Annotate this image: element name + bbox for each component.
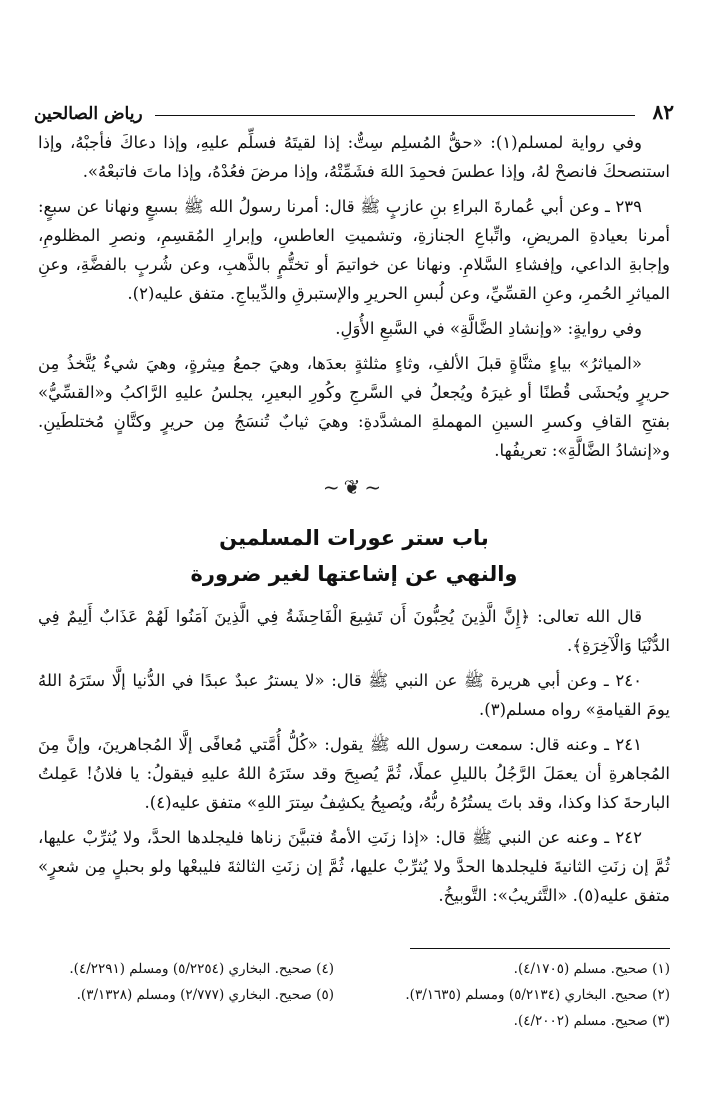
hadith-241: ٢٤١ ـ وعنه قال: سمعت رسول الله ﷺ يقول: «كُلُّ أُمَّتي مُعافًى إلَّا المُجاهرينَ، وإنَّ مِنَ المُجاهرةِ أن يعمَلَ الرَّجُلُ بالليلِ عملًا، ثُمَّ يُصبِحَ وقد ستَرَهُ اللهُ عليهِ فيقولُ: يا فلانُ! عَمِلتُ البارحةَ كذا وكذا، وقد باتَ يستُرُهُ ربُّهُ، ويُصبِحُ يكشِفُ سِترَ اللهِ» متفق عليه(٤).: [38, 735, 670, 812]
hadith-240: ٢٤٠ ـ وعن أبي هريرة ﷺ عن النبي ﷺ قال: «لا يسترُ عبدٌ عبدًا في الدُّنيا إلَّا ستَرَهُ اللهُ يومَ القيامةِ» رواه مسلم(٣).: [38, 671, 670, 719]
footnotes: [38, 958, 670, 1032]
quran-verse-paragraph: قال الله تعالى: ﴿إِنَّ الَّذِينَ يُحِبُّونَ أَن تَشِيعَ الْفَاحِشَةُ فِي الَّذِينَ آمَنُوا لَهُمْ عَذَابٌ أَلِيمٌ فِي الدُّنْيَا وَالْآخِرَةِ﴾.: [38, 607, 670, 655]
chapter-heading: [38, 520, 670, 592]
footnote: (١) صحيح. مسلم (٤/١٧٠٥).: [513, 961, 670, 977]
header-rule: [155, 115, 635, 116]
paragraph: وفي روايةٍ: «وإنشادِ الضَّالَّةِ» في السَّبعِ الأُوَلِ.: [335, 319, 642, 338]
section-ornament: ~❦~: [322, 475, 386, 499]
hadith-239: ٢٣٩ ـ وعن أبي عُمارةَ البراءِ بنِ عازبٍ ﷺ قال: أمرنا رسولُ الله ﷺ بسبعٍ ونهانا عن سبعٍ: أمرنا بعيادةِ المريضِ، واتِّباعِ الجنازةِ، وتشميتِ العاطسِ، وإبرارِ المُقسِمِ، ونصرِ المظلومِ، وإجابةِ الداعي، وإفشاءِ السَّلامِ. ونهانا عن خواتيمَ أو تختُّمٍ بالذَّهبِ، وعن شُربٍ بالفضَّةِ، وعنِ المياثرِ الحُمرِ، وعنِ القسِّيِّ، وعن لُبسِ الحريرِ والإستبرقِ والدِّيباجِ. متفق عليه(٢).: [38, 197, 670, 303]
footnotes-rule: [410, 948, 670, 949]
footnote: (٥) صحيح. البخاري (٢/٧٧٧) ومسلم (٣/١٣٢٨).: [76, 987, 334, 1003]
chapter-title-line-1: باب ستر عورات المسلمين: [219, 526, 489, 550]
book-title: رياض الصالحين: [34, 104, 143, 124]
hadith-242: ٢٤٢ ـ وعنه عن النبي ﷺ قال: «إذا زنَتِ الأمةُ فتبيَّنَ زناها فليجلدها الحدَّ، ولا يُثرِّبْ عليها، ثُمَّ إن زنَتِ الثانيةَ فليجلدها الحدَّ ولا يُثرِّبْ عليها، ثُمَّ إن زنَتِ الثالثةَ فليبعْها ولو بحبلٍ مِن شعرٍ» متفق عليه(٥). «التَّثريبُ»: التَّوبيخُ.: [38, 828, 670, 905]
chapter-title-line-2: والنهي عن إشاعتها لغير ضرورة: [190, 562, 518, 586]
page-number: ٨٢: [652, 100, 674, 124]
paragraph: وفي رواية لمسلم(١): «حقُّ المُسلِم سِتٌّ: إذا لقيتَهُ فسلِّم عليهِ، وإذا دعاكَ فأجبْهُ، وإذا استنصحكَ فانصحْ لهُ، وإذا عطسَ فحمِدَ اللهَ فشَمِّتْهُ، وإذا مرضَ فعُدْهُ، وإذا ماتَ فاتبعْهُ».: [38, 133, 670, 181]
glossary-paragraph: «المياثرُ» بياءٍ مثنَّاةٍ قبلَ الألفِ، وثاءٍ مثلثةٍ بعدَها، وهيَ جمعُ مِيثرةٍ، وهيَ شيءٌ يُتَّخذُ مِن حريرٍ ويُحشَى قُطنًا أو غيرَهُ ويُجعلُ في السَّرجِ وكُورِ البعيرِ، يجلسُ عليهِ الرَّاكبُ و«القسِّيُّ» بفتحِ القافِ وكسرِ السينِ المهملةِ المشدَّدةِ: وهيَ ثيابٌ تُنسَجُ مِن حريرٍ وكتَّانٍ مُختلطَينِ. و«إنشادُ الضَّالَّةِ»: تعريفُها.: [38, 354, 670, 460]
footnote: (٣) صحيح. مسلم (٤/٢٠٠٢).: [513, 1013, 670, 1029]
footnote: (٢) صحيح. البخاري (٥/٢١٣٤) ومسلم (٣/١٦٣٥).: [405, 987, 670, 1003]
footnote: (٤) صحيح. البخاري (٥/٢٢٥٤) ومسلم (٤/٢٢٩١).: [69, 961, 334, 977]
page-header: [34, 90, 674, 124]
page-body: [38, 128, 670, 916]
